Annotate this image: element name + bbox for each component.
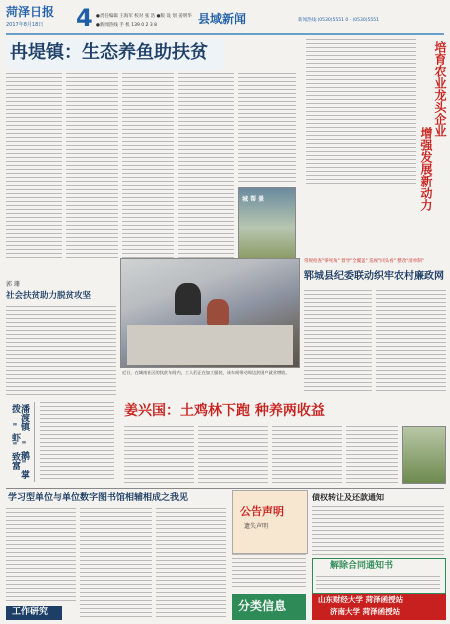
article-chicken (0, 400, 450, 485)
body-text (40, 402, 114, 482)
article-fish-farming (0, 37, 300, 277)
news-photo (120, 258, 300, 368)
hotline-info: ●新闻热线 手 机 139 0 2 3 8 (96, 23, 157, 28)
school-sub: 济南大学 菏泽函授站 (330, 607, 401, 616)
page-date: 2017年8月18日 (6, 22, 44, 28)
notice-title: 公告声明 (240, 505, 284, 518)
photo-figure (175, 283, 201, 315)
notice-title: 解除合同通知书 (330, 561, 394, 571)
bottom-rule (6, 488, 444, 489)
body-text (238, 73, 296, 183)
body-text (304, 290, 372, 394)
section-label: 工作研究 (12, 607, 49, 617)
right-column (302, 37, 450, 257)
body-text (124, 426, 194, 484)
body-text (376, 290, 446, 394)
vertical-headline: 增强发展新动力 (419, 127, 433, 211)
body-text (122, 73, 174, 259)
body-text (178, 73, 234, 259)
article-yuncheng (300, 258, 450, 398)
article-library (0, 490, 230, 624)
body-text (80, 508, 152, 618)
editor-info: ●责任编辑 王海军 校对 张 浩 ●版 设 划 姜明华 (96, 14, 192, 19)
body-text (6, 73, 62, 259)
body-text (6, 306, 116, 396)
small-photo (402, 426, 446, 484)
headline: 冉堤镇：生态养鱼助扶贫 (10, 42, 208, 63)
hotline-numbers: 新闻热线:(0530)5551 0 · (0530)5551 (298, 18, 379, 23)
body-text (232, 554, 306, 590)
vertical-headline: 潘渡镇 "鹅"掌 拨 "虾"致富 (10, 404, 29, 479)
body-text (6, 508, 76, 604)
headline: 郓城县纪委联动织牢农村廉政网 (304, 271, 444, 282)
photo-caption: 近日，在城南社区的扶贫车间内，工人们正在加工服装，该车间带动周边贫困户就业增收。 (122, 370, 290, 375)
byline: 郭 珊 (6, 281, 20, 288)
photo-label: 城 帮 景 (242, 196, 265, 203)
body-text (312, 506, 444, 556)
notice-title: 债权转让及还款通知 (312, 493, 384, 502)
photo-figure (207, 299, 229, 325)
body-text (306, 39, 416, 184)
notices-column (230, 490, 450, 624)
body-text (198, 426, 268, 484)
sub-headline: 社会扶贫助力脱贫攻坚 (6, 291, 92, 301)
kicker: 常规检查"零死角" 督导"全覆盖" 巡视"回头看" 整改"清单制" (304, 259, 424, 264)
photo-table (127, 325, 293, 365)
headline: 姜兴国：土鸡林下跑 种养两收益 (124, 403, 325, 419)
headline: 学习型单位与单位数字图书馆相辅相成之我见 (8, 493, 189, 503)
masthead-rule (6, 33, 444, 35)
page-number: 4 (76, 4, 93, 32)
school-name: 山东财经大学 菏泽函授站 (318, 595, 404, 604)
paper-name: 菏泽日报 (6, 5, 55, 19)
body-text (66, 73, 118, 259)
body-text (272, 426, 342, 484)
notice-banner (232, 490, 308, 554)
section-title: 县域新闻 (198, 12, 247, 26)
body-text (156, 508, 226, 618)
vertical-headline: 培育农业龙头企业 (433, 41, 447, 137)
article-social-aid (0, 280, 120, 398)
body-text (316, 576, 440, 590)
classified-title: 分类信息 (238, 599, 287, 613)
notice-sub: 遗失声明 (244, 523, 269, 530)
body-text (346, 426, 398, 484)
